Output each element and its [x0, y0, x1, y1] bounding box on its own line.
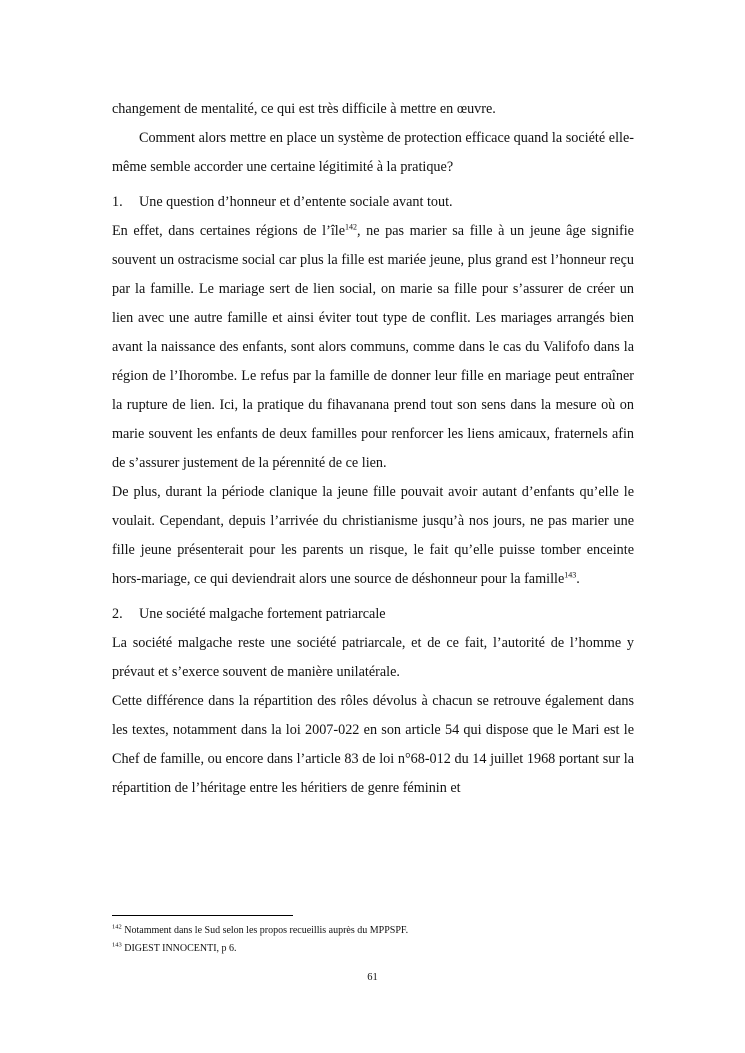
paragraph-text: De plus, durant la période clanique la jeune fille pouvait avoir autant d’enfants qu’elle le voulait. Cependant, depuis l’arrivée du christianisme jusqu’à nos jours, ne pas marier une fille jeune présenterait pour les parents un risque, le fait qu’elle puisse tomber enceinte hors-mariage, ce qui deviendrait alors une source de déshonneur pour la famille: [112, 484, 634, 587]
paragraph: La société malgache reste une société patriarcale, et de ce fait, l’autorité de l’homme y prévaut et s’exerce souvent de manière unilatérale.: [112, 635, 634, 680]
footnote-number: 143: [112, 941, 122, 949]
paragraph: [112, 478, 634, 594]
section-number: 2.: [112, 606, 123, 622]
section-title: Une question d’honneur et d’entente sociale avant tout.: [139, 194, 453, 210]
footnote-text: DIGEST INNOCENTI, p 6.: [121, 943, 237, 954]
section-title: Une société malgache fortement patriarcale: [139, 606, 386, 622]
footnote-separator: [112, 915, 293, 916]
paragraph: Comment alors mettre en place un système de protection efficace quand la société elle-même semble accorder une certaine légitimité à la pratique?: [112, 130, 634, 175]
paragraph-text: .: [576, 571, 580, 587]
footnote-number: 142: [112, 923, 122, 931]
footnote-ref: 143: [564, 570, 577, 580]
page-number: 61: [367, 972, 378, 983]
paragraph: changement de mentalité, ce qui est très difficile à mettre en œuvre.: [112, 101, 496, 117]
paragraph: Cette différence dans la répartition des rôles dévolus à chacun se retrouve également dans les textes, notamment dans la loi 2007-022 en son article 54 qui dispose que le Mari est le Chef de famille, ou encore dans l’article 83 de loi n°68-012 du 14 juillet 1968 portant sur la répartition de l’héritage entre les héritiers de genre féminin et: [112, 693, 634, 796]
footnote: [112, 940, 634, 958]
section-number: 1.: [112, 194, 123, 210]
footnote-ref: 142: [345, 222, 358, 232]
section-heading-1: [112, 188, 634, 217]
document-body: [112, 95, 634, 803]
section-heading-2: [112, 600, 634, 629]
paragraph-text: En effet, dans certaines régions de l’île: [112, 223, 346, 239]
footnotes: [112, 922, 634, 958]
paragraph-text: , ne pas marier sa fille à un jeune âge signifie souvent un ostracisme social car plus la fille est mariée jeune, plus grand est l’honneur reçu par la famille. Le mariage sert de lien social, on marie sa fille pour s’assurer de créer un lien avec une autre famille et ainsi éviter tout type de conflit. Les mariages arrangés bien avant la naissance des enfants, sont alors communs, comme dans le cas du Valifofo dans la région de l’Ihorombe. Le refus par la famille de donner leur fille en mariage peut entraîner la rupture de lien. Ici, la pratique du fihavanana prend tout son sens dans la mesure où on marie souvent les enfants de deux familles pour renforcer les liens amicaux, fraternels afin de s’assurer justement de la pérennité de ce lien.: [112, 223, 634, 471]
paragraph: [112, 217, 634, 478]
footnote-text: Notamment dans le Sud selon les propos recueillis auprès du MPPSPF.: [121, 925, 409, 936]
footnote: [112, 922, 634, 940]
